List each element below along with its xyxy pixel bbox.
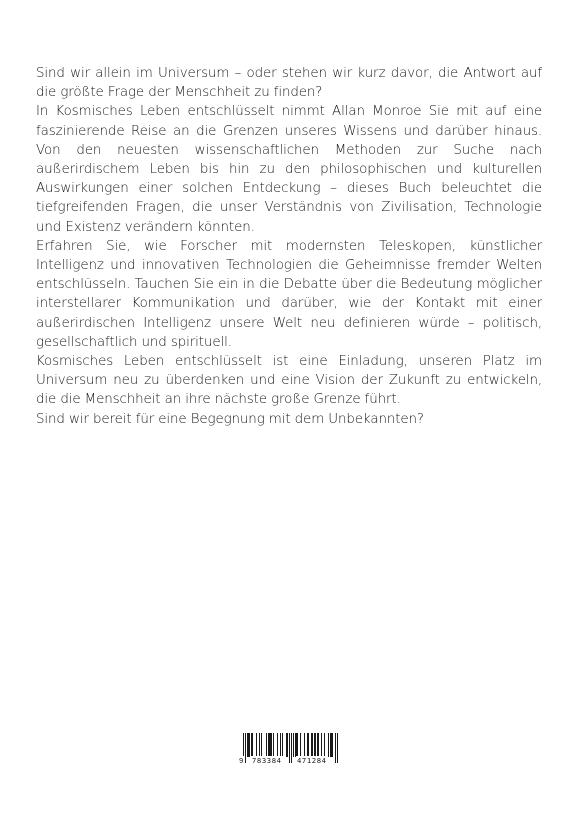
barcode-bar: [311, 733, 312, 757]
barcode-bar: [330, 733, 331, 757]
blurb-paragraph-4: Kosmisches Leben entschlüsselt ist eine Einladung, unseren Platz im Universum neu zu überdenken und eine Vision der Zukunft zu entwickeln, die die Menschheit an ihre nächste große Grenze führt.: [36, 354, 542, 408]
barcode-bar: [308, 733, 309, 757]
barcode-bar: [293, 733, 294, 757]
barcode-bar: [321, 733, 322, 757]
barcode-bar: [296, 733, 297, 757]
barcode-bar: [270, 733, 271, 757]
barcode-bar: [300, 733, 301, 757]
blurb-paragraph-5: Sind wir bereit für eine Begegnung mit dem Unbekannten?: [36, 411, 424, 427]
barcode-bar: [312, 733, 313, 757]
barcode-bar: [251, 733, 252, 757]
barcode-bar: [248, 733, 249, 757]
barcode-bar: [266, 733, 267, 757]
barcode-bar: [269, 733, 270, 757]
barcode-bar: [273, 733, 274, 757]
barcode-bar: [259, 733, 260, 757]
barcode-bar: [314, 733, 315, 757]
blurb-paragraph-3: Erfahren Sie, wie Forscher mit modernsten Teleskopen, künstlicher Intelligenz und innovativen Technologien die Geheimnisse fremder Welten entschlüsseln. Tauchen Sie ein in die Debatte über die Bedeutung möglicher interstellarer Kommunikation und darüber, wie der Kontakt mit einer außerirdischen Intelligenz unsere Welt neu definieren würde – politisch, gesellschaftlich und spirituell.: [36, 238, 542, 350]
barcode-bar: [282, 733, 283, 757]
barcode-bar: [268, 733, 269, 757]
barcode-bar: [295, 733, 296, 757]
barcode-bar: [297, 733, 298, 757]
barcode-guard-bar: [335, 733, 336, 763]
blurb-text: [36, 64, 542, 429]
isbn-barcode: [240, 733, 340, 769]
barcode-bar: [286, 733, 287, 757]
blurb-paragraph-1: Sind wir allein im Universum – oder stehen wir kurz davor, die Antwort auf die größte Frage der Menschheit zu finden?: [36, 66, 542, 101]
barcode-bar: [249, 733, 250, 757]
barcode-left-digits: 783384: [252, 756, 282, 765]
barcode-guard-bar: [245, 733, 246, 763]
barcode-bar: [256, 733, 257, 757]
blurb-paragraph-2: In Kosmisches Leben entschlüsselt nimmt Allan Monroe Sie mit auf eine faszinierende Reise an die Grenzen unseres Wissens und darüber hinaus. Von den neuesten wissenschaftlichen Methoden zur Suche nach außerirdischem Leben bis hin zu den philosophischen und kulturellen Auswirkungen einer solchen Entdeckung – dieses Buch beleuchtet die tiefgreifenden Fragen, die unser Verständnis von Zivilisation, Technologie und Existenz verändern könnten.: [36, 104, 542, 235]
barcode-bar: [324, 733, 325, 757]
barcode-bar: [271, 733, 272, 757]
barcode-guard-bar: [291, 733, 292, 763]
barcode-bar: [331, 733, 332, 757]
barcode-bar: [280, 733, 281, 757]
barcode-first-digit: 9: [239, 756, 244, 765]
barcode-bar: [315, 733, 316, 757]
barcode-bar: [252, 733, 253, 757]
barcode-bar: [318, 733, 319, 757]
barcode-bar: [328, 733, 329, 757]
barcode-bar: [307, 733, 308, 757]
barcode-guard-bar: [289, 733, 290, 763]
barcode-bar: [287, 733, 288, 757]
barcode-bar: [317, 733, 318, 757]
barcode-bar: [304, 733, 305, 757]
barcode-bar: [247, 733, 248, 757]
barcode-right-digits: 471284: [297, 756, 327, 765]
barcode-guard-bar: [337, 733, 338, 763]
barcode-bar: [332, 733, 333, 757]
barcode-bar: [261, 733, 262, 757]
barcode-bar: [277, 733, 278, 757]
